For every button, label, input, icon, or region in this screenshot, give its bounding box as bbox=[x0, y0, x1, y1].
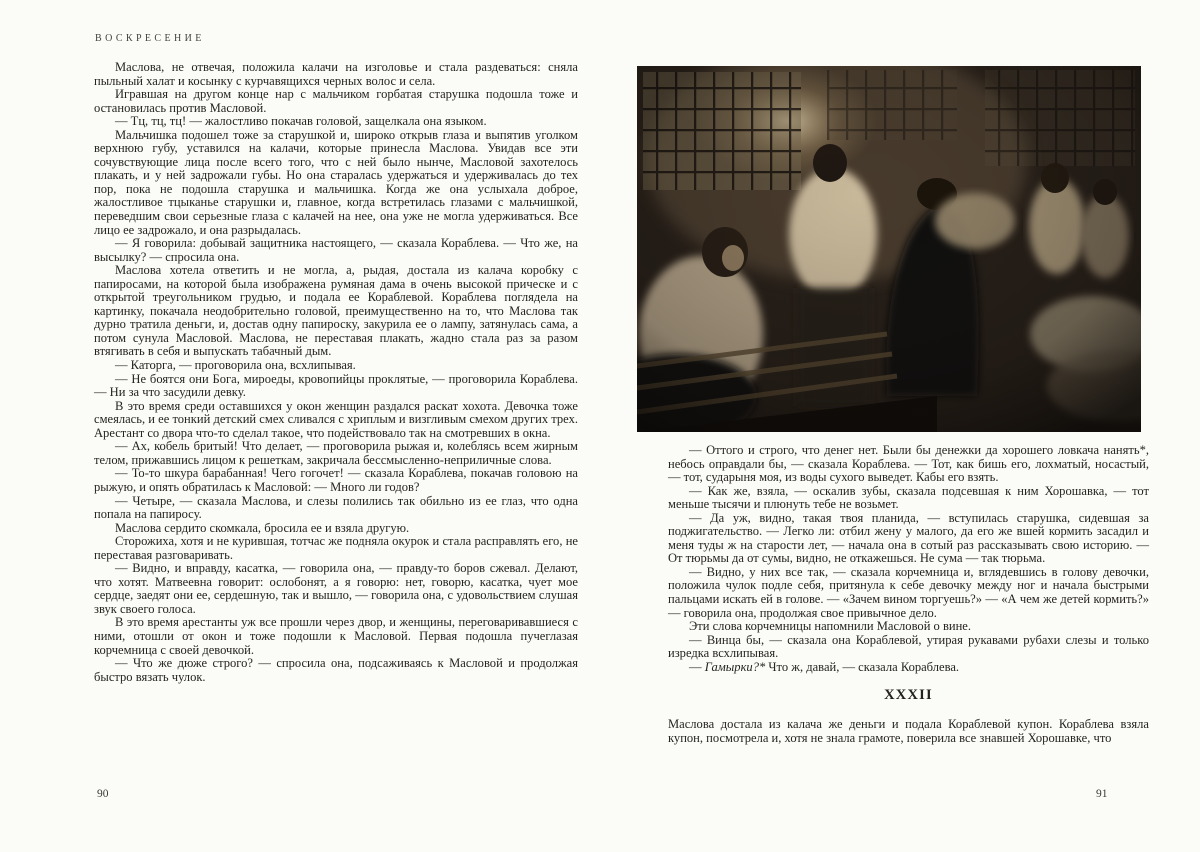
right-page-text bbox=[668, 444, 1149, 745]
running-header: ВОСКРЕСЕНИЕ bbox=[95, 33, 205, 44]
paragraph: — Тц, тц, тц! — жалостливо покачав головой, защелкала она языком. bbox=[115, 114, 487, 129]
text-segment: Что ж, давай, — сказала Кораблева. bbox=[765, 659, 960, 674]
right-text-before-heading bbox=[668, 444, 1149, 674]
text-segment: — bbox=[689, 659, 705, 674]
paragraph: В это время арестанты уж все прошли через двор, и женщины, переговаривавшиеся с ними, отошли от окон и тоже подошли к Масловой. Первая подошла пучеглазая корчемница с своей девочкой. bbox=[94, 615, 578, 657]
paragraph: — Ах, кобель бритый! Что делает, — проговорила рыжая и, колеблясь всем жирным телом, прижавшись лицом к решеткам, закричала бессмысленно-неприличные слова. bbox=[94, 439, 578, 467]
illustration-svg bbox=[637, 66, 1141, 432]
left-page-text bbox=[94, 61, 578, 684]
paragraph: — Что же дюже строго? — спросила она, подсаживаясь к Масловой и продолжая быстро вязать чулок. bbox=[94, 656, 578, 684]
right-text-after-heading bbox=[668, 718, 1149, 745]
paragraph: — Да уж, видно, такая твоя планида, — вступилась старушка, сидевшая за поджигательство. — Легко ли: отбил жену у малого, да его же вшей кормить засадил и меня туды ж на старости лет, — начала она в сотый раз рассказывать свою историю. — От тюрьмы да от сумы, видно, не откажешься. Не сума — так тюрьма. bbox=[668, 510, 1149, 566]
paragraph: Маслова хотела ответить и не могла, а, рыдая, достала из калача коробку с папиросами, на которой была изображена румяная дама в очень высокой прическе и с открытой треугольником грудью, и подала ее Кораблевой. Кораблева поглядела на картинку, покачала неодобрительно головой, преимущественно на то, что Маслова так дурно тратила деньги, и, достав одну папироску, закурила ее о лампу, затянулась сама, а потом сунула Масловой. Маслова, не переставая плакать, жадно стала раз за разом втягивать в себя и выпускать табачный дым. bbox=[94, 263, 578, 359]
paragraph: Мальчишка подошел тоже за старушкой и, широко открыв глаза и выпятив уголком верхнюю губу, уставился на калачи, которые принесла Маслова. Увидав все эти сочувствующие лица после всего того, что с ней было нынче, Масловой захотелось плакать, и у ней задрожали губы. Но она старалась удержаться и удерживалась до тех пор, пока не подошла старушка и мальчишка. Когда же она услыхала доброе, жалостливое тцыканье старушки и, главное, когда встретилась глазами с мальчишкой, переведшим свои серьезные глаза с калачей на нее, она уже не могла удерживаться. Все лицо ее задрожало, и она разрыдалась. bbox=[94, 127, 578, 237]
page-number-right: 91 bbox=[1096, 788, 1108, 800]
paragraph: В это время среди оставшихся у окон женщин раздался раскат хохота. Девочка тоже смеялась, и ее тонкий детский смех сливался с хриплым и визгливым смехом других трех. Арестант со двора что-то сделал такое, что подействовало так на смотревших в окна. bbox=[94, 398, 578, 440]
paragraph: Маслова сердито скомкала, бросила ее и взяла другую. bbox=[115, 520, 410, 535]
paragraph: — Видно, у них все так, — сказала корчемница и, вглядевшись в голову девочки, положила чулок подле себя, притянула к себе девочку между ног и начала быстрыми пальцами искать ей в голове. — «Зачем вином торгуешь?» — «А чем же детей кормить?» — говорила она, продолжая свое привычное дело. bbox=[668, 564, 1149, 620]
paragraph: — Четыре, — сказала Маслова, и слезы полились так обильно из ее глаз, что одна попала на папиросу. bbox=[94, 493, 578, 522]
paragraph: Маслова достала из калача же деньги и подала Кораблевой купон. Кораблева взяла купон, посмотрела и, хотя не знала грамоте, поверила все знавшей Хорошавке, что bbox=[668, 717, 1149, 745]
page-number-left: 90 bbox=[97, 788, 109, 800]
italic-text: Гамырки?* bbox=[704, 659, 766, 674]
paragraph: — Винца бы, — сказала она Кораблевой, утирая рукавами рубахи слезы и только изредка всхлипывая. bbox=[668, 632, 1149, 661]
paragraph: — То-то шкура барабанная! Чего гогочет! — сказала Кораблева, покачав головою на рыжую, и опять обратилась к Масловой: — Много ли годов? bbox=[94, 466, 578, 494]
paragraph: Эти слова корчемницы напомнили Масловой о вине. bbox=[689, 619, 972, 634]
paragraph: — Как же, взяла, — оскалив зубы, сказала подсевшая к ним Хорошавка, — тот меньше тысячи и плюнуть тебе не возьмет. bbox=[668, 483, 1149, 512]
paragraph: — Я говорила: добывай защитника настоящего, — сказала Кораблева. — Что же, на высылку? — спросила она. bbox=[94, 236, 578, 264]
paragraph: — Не боятся они Бога, мироеды, кровопийцы проклятые, — проговорила Кораблева. — Ни за что засудили девку. bbox=[94, 371, 578, 400]
chapter-heading: XXXII bbox=[884, 687, 933, 704]
prison-cell-illustration bbox=[637, 66, 1141, 432]
paragraph: Маслова, не отвечая, положила калачи на изголовье и стала раздеваться: сняла пыльный халат и косынку с курчавящихся черных волос и села. bbox=[94, 60, 578, 88]
paragraph: — Каторга, — проговорила она, всхлипывая. bbox=[115, 358, 356, 373]
paragraph: Игравшая на другом конце нар с мальчиком горбатая старушка подошла тоже и остановилась против Масловой. bbox=[94, 87, 578, 115]
paragraph: — Оттого и строго, что денег нет. Были бы денежки да хорошего ловкача нанять*, небось оправдали бы, — сказала Кораблева. — Тот, как бишь его, лохматый, носастый, — тот, сударыня моя, из воды сухого выведет. Кабы его взять. bbox=[668, 443, 1149, 485]
paragraph bbox=[668, 661, 1149, 675]
paragraph: Сторожиха, хотя и не курившая, тотчас же подняла окурок и стала расправлять его, не переставая разговаривать. bbox=[94, 534, 578, 562]
paragraph: — Видно, и вправду, касатка, — говорила она, — правду-то боров сжевал. Делают, что хотят. Матвеевна говорит: ослобонят, а я говорю: нет, говорю, касатка, чует мое сердце, заедят они ее, сердешную, так и вышло, — говорила она, с удовольствием слушая звук своего голоса. bbox=[94, 561, 578, 616]
